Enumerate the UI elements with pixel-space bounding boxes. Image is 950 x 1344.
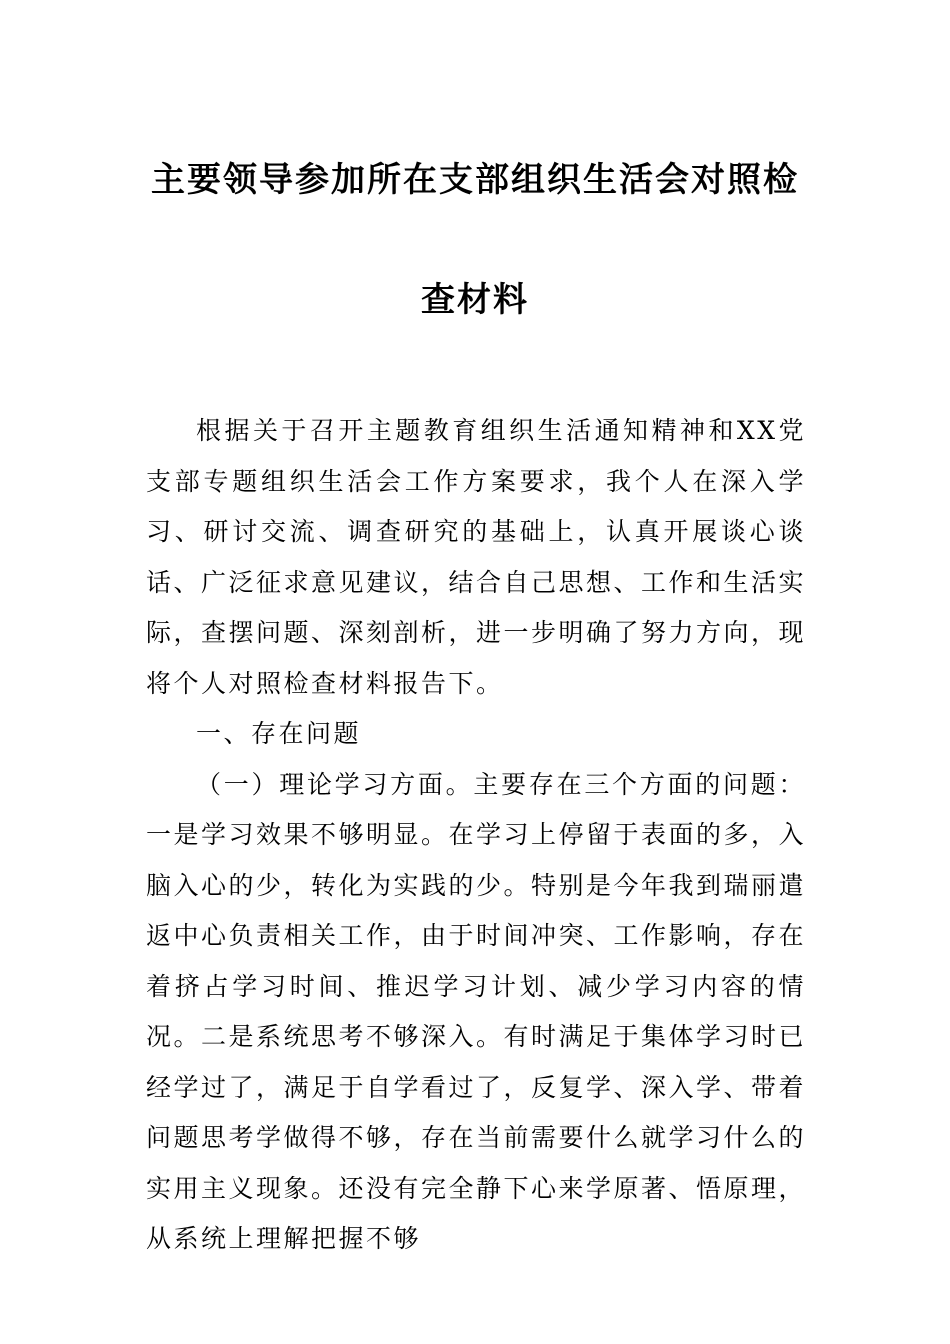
document-title-line-1: 主要领导参加所在支部组织生活会对照检 (151, 160, 799, 200)
intro-paragraph: 根据关于召开主题教育组织生活通知精神和XX党支部专题组织生活会工作方案要求，我个人在深入学习、研讨交流、调查研究的基础上，认真开展谈心谈话、广泛征求意见建议，结合自己思想、工作和生活实际，查摆问题、深刻剖析，进一步明确了努力方向，现将个人对照检查材料报告下。 (146, 416, 807, 698)
document-body (146, 406, 806, 1265)
document-title-line-2: 查材料 (421, 280, 529, 320)
section-heading: 一、存在问题 (196, 719, 362, 748)
body-paragraph: （一）理论学习方面。主要存在三个方面的问题：一是学习效果不够明显。在学习上停留于表面的多，入脑入心的少，转化为实践的少。特别是今年我到瑞丽遣返中心负责相关工作，由于时间冲突、工作影响，存在着挤占学习时间、推迟学习计划、减少学习内容的情况。二是系统思考不够深入。有时满足于集体学习时已经学过了，满足于自学看过了，反复学、深入学、带着问题思考学做得不够，存在当前需要什么就学习什么的实用主义现象。还没有完全静下心来学原著、悟原理，从系统上理解把握不够 (146, 769, 807, 1253)
